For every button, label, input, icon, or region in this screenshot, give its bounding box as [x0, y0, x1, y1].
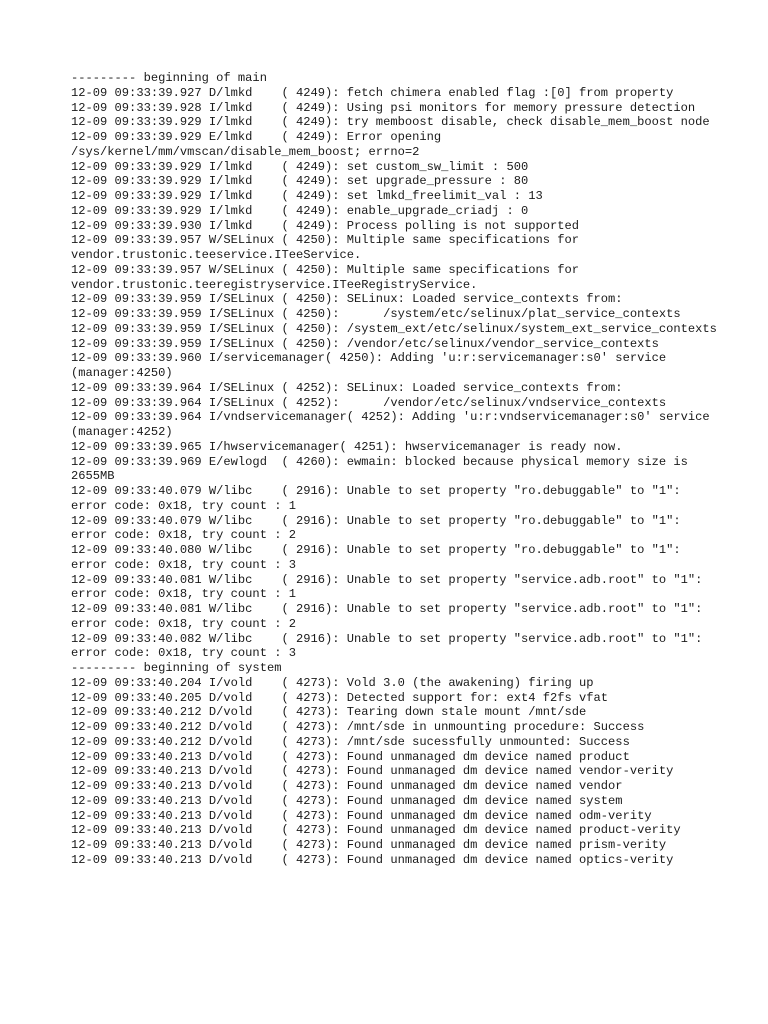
log-line: 12-09 09:33:40.080 W/libc ( 2916): Unable to set property "ro.debuggable" to "1": error code: 0x18, try count : 3: [71, 543, 688, 572]
log-line: 12-09 09:33:39.959 I/SELinux ( 4250): SELinux: Loaded service_contexts from:: [71, 292, 623, 307]
log-line: 12-09 09:33:40.213 D/vold ( 4273): Found unmanaged dm device named vendor: [71, 779, 623, 793]
log-line: 12-09 09:33:40.205 D/vold ( 4273): Detected support for: ext4 f2fs vfat: [71, 690, 609, 705]
log-line: 12-09 09:33:40.213 D/vold ( 4273): Found unmanaged dm device named odm-verity: [71, 808, 652, 823]
log-line: 12-09 09:33:39.959 I/SELinux ( 4250): /system/etc/selinux/plat_service_contexts: [71, 307, 681, 321]
log-line: 12-09 09:33:40.082 W/libc ( 2916): Unable to set property "service.adb.root" to "1": error code: 0x18, try count : 3: [71, 631, 710, 661]
log-text-block: [71, 71, 721, 868]
log-line: 12-09 09:33:40.212 D/vold ( 4273): /mnt/sde in unmounting procedure: Success: [71, 720, 645, 734]
log-line: 12-09 09:33:39.964 I/SELinux ( 4252): /vendor/etc/selinux/vndservice_contexts: [71, 395, 667, 410]
log-line: 12-09 09:33:39.929 I/lmkd ( 4249): set custom_sw_limit : 500: [71, 159, 529, 174]
log-line: 12-09 09:33:40.079 W/libc ( 2916): Unable to set property "ro.debuggable" to "1": error code: 0x18, try count : 1: [71, 484, 688, 513]
log-line: 12-09 09:33:40.213 D/vold ( 4273): Found unmanaged dm device named prism-verity: [71, 838, 667, 852]
log-line: 12-09 09:33:40.212 D/vold ( 4273): /mnt/sde sucessfully unmounted: Success: [71, 734, 630, 749]
log-line: 12-09 09:33:39.928 I/lmkd ( 4249): Using psi monitors for memory pressure detection: [71, 100, 696, 115]
log-line: 12-09 09:33:40.081 W/libc ( 2916): Unable to set property "service.adb.root" to "1": error code: 0x18, try count : 2: [71, 602, 710, 631]
log-line: 12-09 09:33:39.930 I/lmkd ( 4249): Process polling is not supported: [71, 218, 580, 233]
log-page: [71, 71, 721, 868]
log-line: 12-09 09:33:39.929 I/lmkd ( 4249): try memboost disable, check disable_mem_boost node: [71, 115, 710, 130]
log-line: 12-09 09:33:39.929 I/lmkd ( 4249): set lmkd_freelimit_val : 13: [71, 189, 543, 203]
log-line: 12-09 09:33:39.960 I/servicemanager( 4250): Adding 'u:r:servicemanager:s0' service (manager:4250): [71, 351, 674, 380]
log-line: 12-09 09:33:39.959 I/SELinux ( 4250): /system_ext/etc/selinux/system_ext_service_contexts: [71, 321, 717, 336]
log-line: 12-09 09:33:39.965 I/hwservicemanager( 4251): hwservicemanager is ready now.: [71, 439, 623, 454]
log-line: 12-09 09:33:40.213 D/vold ( 4273): Found unmanaged dm device named vendor-verity: [71, 764, 674, 779]
log-line: 12-09 09:33:40.213 D/vold ( 4273): Found unmanaged dm device named product: [71, 749, 630, 764]
log-line: 12-09 09:33:40.081 W/libc ( 2916): Unable to set property "service.adb.root" to "1": error code: 0x18, try count : 1: [71, 572, 710, 602]
log-line: 12-09 09:33:39.929 I/lmkd ( 4249): set upgrade_pressure : 80: [71, 174, 529, 189]
log-line: 12-09 09:33:40.204 I/vold ( 4273): Vold 3.0 (the awakening) firing up: [71, 675, 594, 690]
log-line: 12-09 09:33:40.212 D/vold ( 4273): Tearing down stale mount /mnt/sde: [71, 705, 587, 720]
log-line: 12-09 09:33:39.957 W/SELinux ( 4250): Multiple same specifications for vendor.trustonic.teeregistryservice.ITeeRegistryService.: [71, 262, 587, 292]
log-line: 12-09 09:33:39.969 E/ewlogd ( 4260): ewmain: blocked because physical memory size is 2655MB: [71, 454, 696, 484]
log-line: 12-09 09:33:39.927 D/lmkd ( 4249): fetch chimera enabled flag :[0] from property: [71, 85, 674, 100]
log-line: --------- beginning of system: [71, 661, 282, 675]
log-line: 12-09 09:33:40.079 W/libc ( 2916): Unable to set property "ro.debuggable" to "1": error code: 0x18, try count : 2: [71, 513, 688, 543]
log-line: 12-09 09:33:39.959 I/SELinux ( 4250): /vendor/etc/selinux/vendor_service_contexts: [71, 336, 659, 351]
log-line: 12-09 09:33:39.964 I/SELinux ( 4252): SELinux: Loaded service_contexts from:: [71, 380, 623, 395]
log-line: 12-09 09:33:39.929 I/lmkd ( 4249): enable_upgrade_criadj : 0: [71, 203, 529, 218]
log-line: --------- beginning of main: [71, 71, 267, 85]
log-line: 12-09 09:33:40.213 D/vold ( 4273): Found unmanaged dm device named system: [71, 793, 623, 808]
log-line: 12-09 09:33:39.929 E/lmkd ( 4249): Error opening /sys/kernel/mm/vmscan/disable_mem_boost; errno=2: [71, 130, 449, 159]
log-line: 12-09 09:33:40.213 D/vold ( 4273): Found unmanaged dm device named product-verity: [71, 823, 681, 838]
log-line: 12-09 09:33:39.964 I/vndservicemanager( 4252): Adding 'u:r:vndservicemanager:s0' service (manager:4252): [71, 410, 717, 439]
log-line: 12-09 09:33:40.213 D/vold ( 4273): Found unmanaged dm device named optics-verity: [71, 852, 674, 867]
log-line: 12-09 09:33:39.957 W/SELinux ( 4250): Multiple same specifications for vendor.trustonic.teeservice.ITeeService.: [71, 233, 587, 262]
